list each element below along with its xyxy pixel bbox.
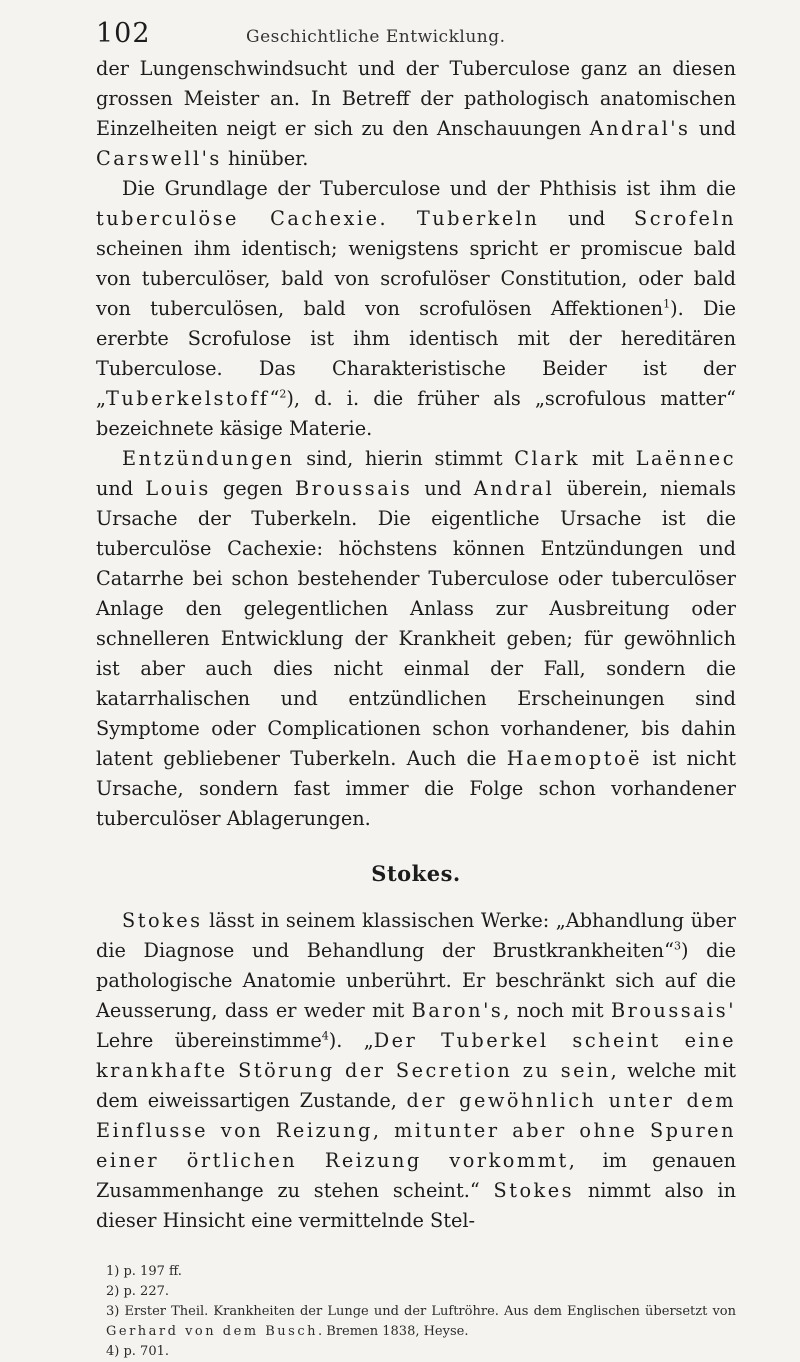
author-name: Stokes [122,909,203,932]
text-run: ). „ [328,1029,374,1052]
text-run: Die Grundlage der Tuberculose und der Phthisis ist ihm die [122,177,736,200]
author-name: Clark [514,447,581,470]
text-run: . Bremen 1838, Heyse. [318,1324,469,1339]
text-run [388,207,417,230]
paragraph-4 [96,906,736,1236]
author-name: Andral's [589,117,691,140]
emphasis-quote: Der Tuberkel scheint eine krankhafte Störung der Secretion zu sein, [96,1029,736,1082]
author-name: Stokes [493,1179,575,1202]
text-run: , noch mit [503,999,611,1022]
footnote-ref: 3 [673,939,681,953]
text-run: ). Die ererbte Scrofulose ist ihm identisch mit der hereditären Tuberculose. Das Charakteristische Beider ist der „ [96,297,737,410]
text-run: sind, hierin stimmt [294,447,515,470]
body-text [96,54,736,1236]
emphasis: tuberculöse Cachexie. [96,207,389,230]
text-run: 3) Erster Theil. Krankheiten der Lunge und der Luftröhre. Aus dem Englischen übersetzt von [106,1304,736,1319]
author-name: Broussais' [610,999,736,1022]
text-run: ) die pathologische Anatomie unberührt. Er beschränkt sich auf die Aeusserung, dass er weder mit [96,939,736,1022]
emphasis: Entzündungen [122,447,295,470]
text-run: nimmt also in dieser Hinsicht eine vermittelnde Stel- [96,1179,736,1232]
text-run: und [539,207,635,230]
text-run: und [690,117,737,140]
author-name: Louis [145,477,211,500]
text-run: und [96,477,146,500]
paragraph-3 [96,444,736,834]
text-run: im genauen Zusammenhange zu stehen scheint.“ [96,1149,736,1202]
footnote-3 [96,1302,736,1342]
emphasis: Tuberkeln [416,207,540,230]
author-name: Gerhard von dem Busch [106,1324,318,1339]
author-name: Laënnec [635,447,736,470]
footnotes [96,1262,736,1362]
author-name: Andral [473,477,555,500]
paragraph-1 [96,54,736,174]
text-run: lässt in seinem klassischen Werke: „Abhandlung über die Diagnose und Behandlung der Brustkrankheiten“ [96,909,736,962]
author-name: Carswell's [96,147,222,170]
footnote-ref: 2 [279,387,287,401]
section-heading: Stokes. [371,861,461,886]
page-number: 102 [96,18,151,49]
footnote-ref: 4 [321,1029,329,1043]
paragraph-2 [96,174,736,444]
emphasis-quote: der gewöhnlich unter dem Einflusse von Reizung, mitunter aber ohne Spuren einer örtlichen Reizung vorkommt, [96,1089,736,1172]
text-run: und [412,477,474,500]
text-run: überein, niemals Ursache der Tuberkeln. Die eigentliche Ursache ist die tuberculöse Cachexie: höchstens können Entzündungen und Catarrhe bei schon bestehender Tuberculose oder tuberculöser Anlage den gelegentlichen Anlass zur Ausbreitung oder schnelleren Entwicklung der Krankheit geben; für gewöhnlich ist aber auch dies nicht einmal der Fall, sondern die katarrhalischen und entzündlichen Erscheinungen sind Symptome oder Complicationen schon vorhandener, bis dahin latent gebliebener Tuberkeln. Auch die [96,477,737,770]
text-run: gegen [210,477,295,500]
author-name: Broussais [295,477,413,500]
text-run: mit [580,447,636,470]
text-run: der Lungenschwindsucht und der Tuberculose ganz an diesen grossen Meister an. In Betreff der pathologisch anatomischen Einzelheiten neigt er sich zu den Anschauungen [96,57,736,140]
footnote-1: 1) p. 197 ff. [106,1264,182,1279]
emphasis: Tuberkelstoff [106,387,270,410]
footnote-2: 2) p. 227. [106,1284,170,1299]
emphasis: Scrofeln [634,207,736,230]
text-run: ), d. i. die früher als „scrofulous matter“ bezeichnete käsige Materie. [96,387,736,440]
footnote-4: 4) p. 701. [106,1344,170,1359]
emphasis: Haemoptoë [506,747,642,770]
text-run: Lehre übereinstimme [96,1029,322,1052]
text-run: welche mit dem eiweissartigen Zustande, [96,1059,736,1112]
author-name: Baron's [411,999,504,1022]
page-header [96,18,736,54]
text-run: ist nicht Ursache, sondern fast immer die Folge schon vorhandener tuberculöser Ablagerungen. [96,747,736,830]
text-run: “ [269,387,280,410]
footnote-ref: 1 [663,297,671,311]
running-title: Geschichtliche Entwicklung. [246,27,506,47]
text-run: hinüber. [221,147,309,170]
text-run: scheinen ihm identisch; wenigstens spricht er promiscue bald von tuberculöser, bald von scrofulöser Constitution, oder bald von tuberculösen, bald von scrofulösen Affektionen [96,237,736,320]
